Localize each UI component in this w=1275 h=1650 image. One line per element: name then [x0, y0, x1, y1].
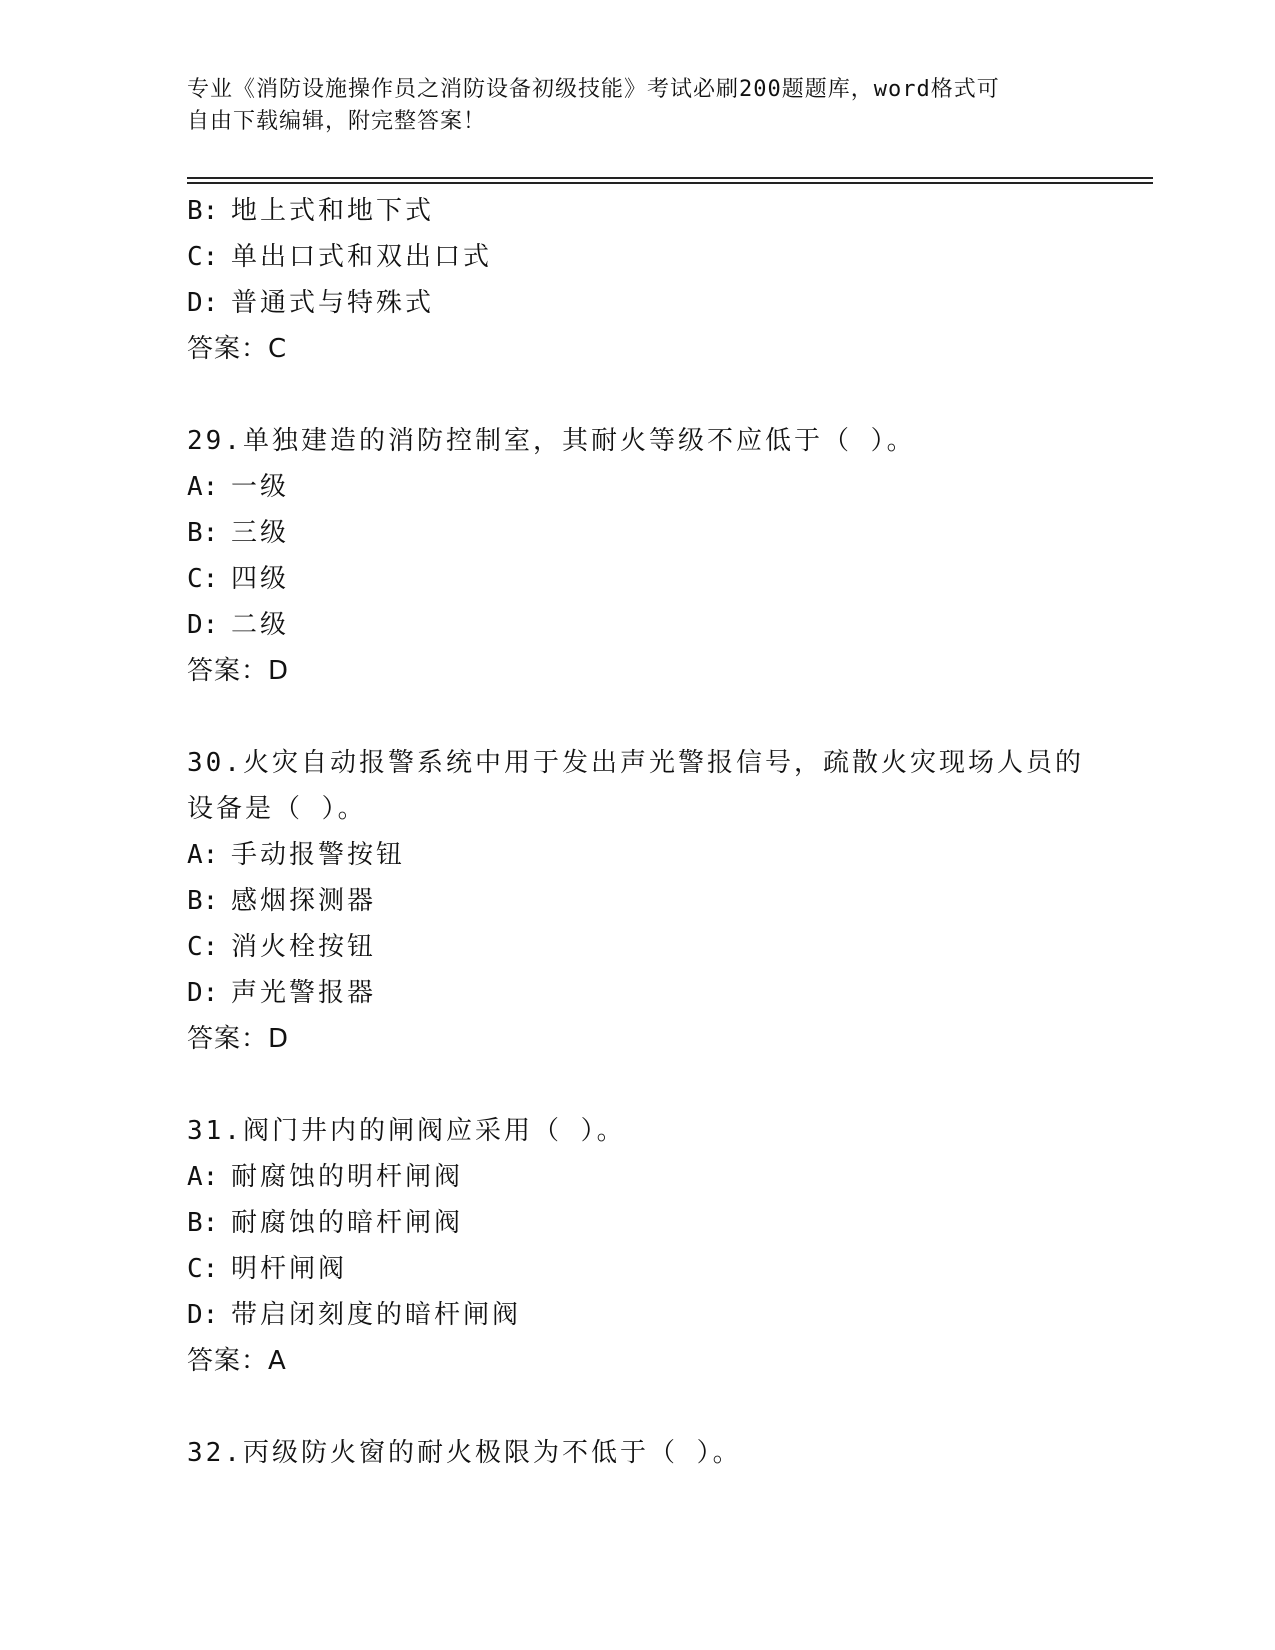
option-label: D: [187, 610, 219, 640]
page-header [187, 74, 1087, 138]
option-row [187, 602, 1153, 648]
option-row [187, 556, 1153, 602]
option-row [187, 510, 1153, 556]
option-row [187, 234, 1153, 280]
option-text: 消火栓按钮 [231, 932, 377, 962]
option-label: A: [187, 472, 219, 502]
option-text: 三级 [231, 518, 290, 548]
option-row [187, 1292, 1153, 1338]
option-text: 地上式和地下式 [231, 196, 435, 226]
question-stem-continued: 设备是（ ）。 [187, 794, 367, 824]
question-stem: 30.火灾自动报警系统中用于发出声光警报信号，疏散火灾现场人员的 [187, 748, 1084, 778]
option-row [187, 1200, 1153, 1246]
option-text: 带启闭刻度的暗杆闸阀 [231, 1300, 522, 1330]
option-label: C: [187, 932, 219, 962]
option-label: B: [187, 196, 219, 226]
option-text: 单出口式和双出口式 [231, 242, 493, 272]
option-row [187, 924, 1153, 970]
question-stem: 31.阀门井内的闸阀应采用（ ）。 [187, 1116, 626, 1146]
divider-line-top [187, 177, 1153, 179]
header-line-1: 专业《消防设施操作员之消防设备初级技能》考试必刷200题题库，word格式可 [187, 77, 1000, 102]
spacer [187, 1062, 1153, 1108]
option-text: 手动报警按钮 [231, 840, 406, 870]
answer-line: 答案：D [187, 1024, 290, 1054]
option-row [187, 832, 1153, 878]
option-text: 一级 [231, 472, 290, 502]
question-stem: 32.丙级防火窗的耐火极限为不低于（ ）。 [187, 1438, 742, 1468]
answer-line: 答案：A [187, 1346, 287, 1376]
option-text: 感烟探测器 [231, 886, 377, 916]
spacer [187, 372, 1153, 418]
option-text: 耐腐蚀的明杆闸阀 [231, 1162, 464, 1192]
option-row [187, 1246, 1153, 1292]
option-text: 四级 [231, 564, 290, 594]
option-text: 耐腐蚀的暗杆闸阀 [231, 1208, 464, 1238]
spacer [187, 1384, 1153, 1430]
option-label: A: [187, 840, 219, 870]
option-label: D: [187, 978, 219, 1008]
option-label: B: [187, 518, 219, 548]
option-label: B: [187, 1208, 219, 1238]
option-label: C: [187, 1254, 219, 1284]
option-label: B: [187, 886, 219, 916]
divider-line-bottom [187, 182, 1153, 184]
answer-line: 答案：C [187, 334, 288, 364]
spacer [187, 694, 1153, 740]
answer-line: 答案：D [187, 656, 290, 686]
option-label: D: [187, 288, 219, 318]
option-label: C: [187, 242, 219, 272]
question-content [187, 188, 1153, 1476]
option-label: A: [187, 1162, 219, 1192]
header-line-2: 自由下载编辑，附完整答案！ [187, 109, 487, 134]
option-row [187, 970, 1153, 1016]
option-text: 声光警报器 [231, 978, 377, 1008]
option-row [187, 280, 1153, 326]
option-row [187, 464, 1153, 510]
option-row [187, 1154, 1153, 1200]
header-divider [187, 177, 1153, 184]
question-stem: 29.单独建造的消防控制室，其耐火等级不应低于（ ）。 [187, 426, 916, 456]
option-text: 普通式与特殊式 [231, 288, 435, 318]
option-label: C: [187, 564, 219, 594]
option-label: D: [187, 1300, 219, 1330]
option-text: 明杆闸阀 [231, 1254, 348, 1284]
option-text: 二级 [231, 610, 290, 640]
option-row [187, 188, 1153, 234]
option-row [187, 878, 1153, 924]
